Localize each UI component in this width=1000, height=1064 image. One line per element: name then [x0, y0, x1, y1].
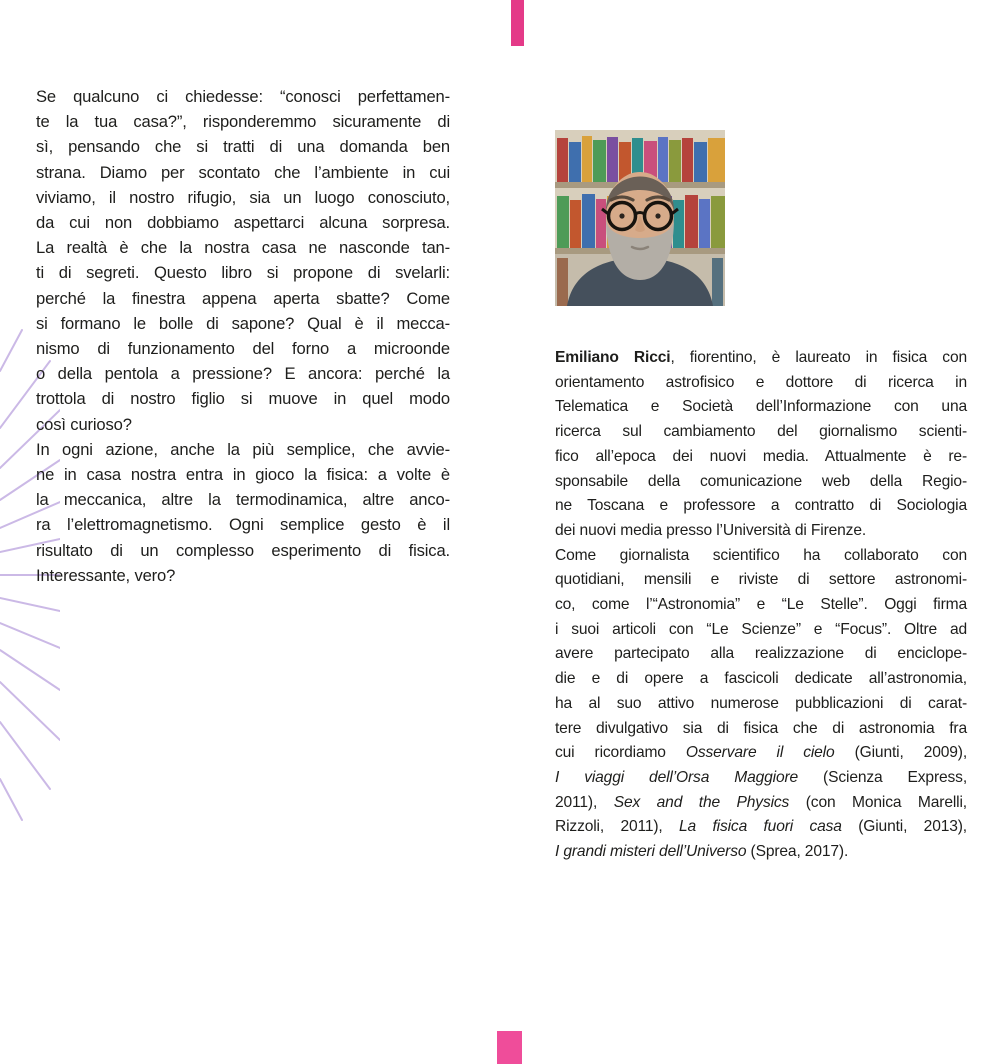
pink-accent-bar-top — [511, 0, 524, 46]
text-run: (Giunti, 2013), — [841, 818, 967, 836]
text-line — [36, 462, 450, 487]
text-run: (Sprea, 2017). — [746, 843, 849, 861]
text-line — [555, 741, 967, 766]
text-run: perché la finestra appena aperta sbatte? Come — [36, 288, 450, 308]
eye-right — [655, 213, 660, 218]
text-line — [36, 361, 450, 386]
text-run: (Giunti, 2009), — [834, 744, 968, 762]
author-column — [555, 130, 967, 865]
text-line — [36, 260, 450, 285]
text-run: nismo di funzionamento del forno a microonde — [36, 339, 450, 359]
text-line — [36, 412, 450, 437]
text-run: orientamento astrofisico e dottore di ricerca in — [555, 373, 967, 391]
paragraph — [36, 437, 450, 588]
text-run: ne in casa nostra entra in gioco la fisica: a volte è — [36, 465, 450, 485]
text-line — [36, 185, 450, 210]
text-run: così curioso? — [36, 414, 132, 434]
text-run: trottola di nostro figlio si muove in quel modo — [36, 389, 450, 409]
author-bio — [555, 346, 967, 865]
paragraph — [555, 544, 967, 865]
text-run: La realtà è che la nostra casa ne nasconde tan- — [36, 238, 450, 258]
text-run: sì, pensando che si tratti di una domanda ben — [36, 137, 450, 157]
text-line — [555, 494, 967, 519]
text-run: sponsabile della comunicazione web della Regio- — [555, 472, 967, 490]
text-run: viviamo, il nostro rifugio, sia un luogo conosciuto, — [36, 187, 450, 207]
text-line — [36, 210, 450, 235]
text-run: La fisica fuori casa — [679, 818, 842, 836]
text-line — [36, 134, 450, 159]
text-line — [555, 544, 967, 569]
text-run: , fiorentino, è laureato in fisica con — [670, 349, 967, 366]
text-run: da cui non dobbiamo aspettarci alcuna sorpresa. — [36, 213, 450, 233]
text-run: la meccanica, altre la termodinamica, altre anco- — [36, 490, 450, 510]
text-line — [555, 667, 967, 692]
text-run: te la tua casa?”, risponderemmo sicuramente di — [36, 112, 450, 132]
text-run: Sex and the Physics — [613, 793, 790, 811]
text-line — [36, 336, 450, 361]
text-line — [36, 286, 450, 311]
pink-accent-bar-bottom — [497, 1031, 522, 1064]
text-run: Osservare il cielo — [685, 744, 835, 762]
text-run: Interessante, vero? — [36, 565, 176, 585]
text-line — [555, 420, 967, 445]
paragraph — [36, 84, 450, 437]
text-run: Rizzoli, 2011), — [555, 818, 680, 836]
text-run: fico all’epoca dei nuovi media. Attualmente è re- — [555, 447, 967, 465]
text-line — [555, 840, 967, 865]
text-line — [555, 642, 967, 667]
eye-left — [619, 213, 624, 218]
text-line — [36, 386, 450, 411]
text-line — [555, 692, 967, 717]
text-line — [36, 487, 450, 512]
text-line — [555, 618, 967, 643]
text-run: ne Toscana e professore a contratto di Sociologia — [555, 497, 967, 515]
text-run: ricerca sul cambiamento del giornalismo scienti- — [555, 423, 967, 441]
author-photo — [555, 130, 725, 306]
text-line — [555, 445, 967, 470]
text-run: cui ricordiamo — [555, 744, 686, 762]
paragraph — [555, 346, 967, 544]
text-run: strana. Diamo per scontato che l’ambiente in cui — [36, 162, 450, 182]
text-run: Telematica e Società dell’Informazione con una — [555, 398, 967, 416]
text-line — [555, 371, 967, 396]
book-blurb — [36, 84, 450, 588]
text-line — [555, 593, 967, 618]
text-line — [555, 717, 967, 742]
text-run: quotidiani, mensili e riviste di settore astronomi- — [555, 571, 967, 589]
text-line — [36, 512, 450, 537]
text-line — [36, 84, 450, 109]
text-run: ti di segreti. Questo libro si propone di svelarli: — [36, 263, 450, 283]
text-run: Emiliano Ricci — [555, 349, 671, 366]
text-run: avere partecipato alla realizzazione di enciclope- — [555, 645, 967, 663]
text-line — [555, 470, 967, 495]
text-run: dei nuovi media presso l’Università di Firenze. — [555, 521, 867, 539]
text-run: co, come l’“Astronomia” e “Le Stelle”. Oggi firma — [555, 596, 967, 614]
text-line — [555, 791, 967, 816]
text-run: ra l’elettromagnetismo. Ogni semplice gesto è il — [36, 515, 450, 535]
text-line — [36, 311, 450, 336]
text-run: In ogni azione, anche la più semplice, che avvie- — [36, 439, 450, 459]
text-line — [36, 437, 450, 462]
text-line — [555, 346, 967, 371]
text-run: I grandi misteri dell’Universo — [555, 843, 747, 861]
text-run: Come giornalista scientifico ha collaborato con — [555, 546, 967, 564]
text-run: risultato di un complesso esperimento di fisica. — [36, 540, 450, 560]
text-line — [36, 109, 450, 134]
text-line — [555, 815, 967, 840]
text-line — [36, 538, 450, 563]
text-line — [36, 563, 450, 588]
text-run: o della pentola a pressione? E ancora: perché la — [36, 364, 450, 384]
text-run: die e di opere a fascicoli dedicate all’astronomia, — [555, 670, 967, 688]
text-run: 2011), — [555, 793, 614, 811]
text-line — [36, 160, 450, 185]
text-line — [555, 395, 967, 420]
text-run: si formano le bolle di sapone? Qual è il mecca- — [36, 313, 450, 333]
text-run: i suoi articoli con “Le Scienze” e “Focus”. Oltre ad — [555, 620, 967, 638]
text-line — [555, 519, 967, 544]
text-run: I viaggi dell’Orsa Maggiore — [555, 768, 799, 786]
text-line — [36, 235, 450, 260]
text-run: (Scienza Express, — [798, 768, 967, 786]
text-run: ha al suo attivo numerose pubblicazioni di carat- — [555, 694, 967, 712]
text-run: Se qualcuno ci chiedesse: “conosci perfettamen- — [36, 87, 450, 106]
text-run: (con Monica Marelli, — [789, 793, 967, 811]
text-line — [555, 568, 967, 593]
text-run: tere divulgativo sia di fisica che di astronomia fra — [555, 719, 967, 737]
text-line — [555, 766, 967, 791]
